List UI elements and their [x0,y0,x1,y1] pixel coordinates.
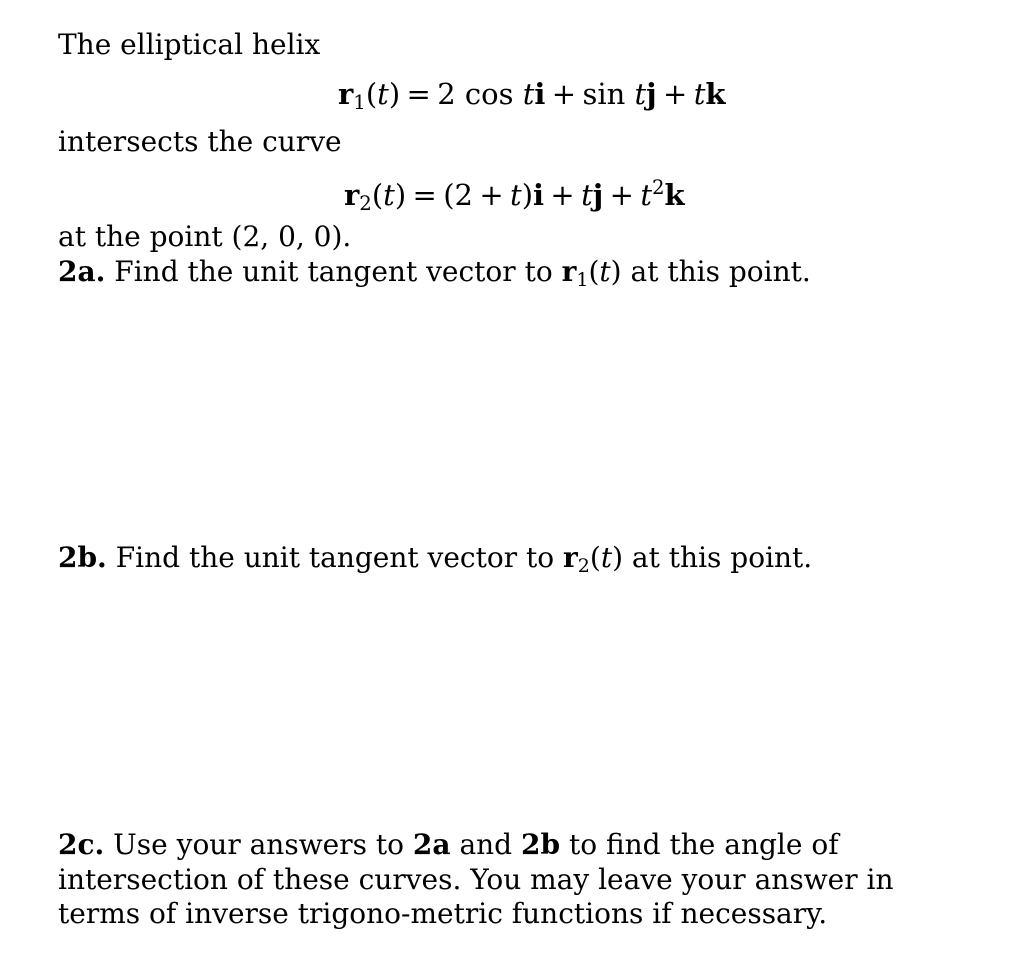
equation-r2 [344,170,685,222]
question-2a-vector: r [561,255,577,288]
question-2b [58,541,812,583]
r1-term2-fn: sin [582,77,635,111]
r2-term2-var: t [581,177,593,212]
question-2a [58,255,811,297]
r2-subscript: 2 [359,191,372,215]
r1-vector-name: r [338,77,354,111]
question-2a-vector-subscript: 1 [576,268,589,291]
r2-plus-0: + [479,177,504,212]
r1-plus-1: + [551,77,577,111]
r1-plus-2: + [663,77,688,111]
r2-term1-close: ) [521,177,534,212]
question-2b-label: 2b. [58,541,107,574]
question-2c-ref-2a: 2a [412,828,451,861]
question-2c [58,828,970,932]
r1-open-paren: ( [365,77,378,111]
question-2c-ref-2b: 2b [521,828,561,861]
r2-term2-unit: j [592,177,604,212]
intro-line-3-prefix: at the point [58,220,232,253]
r2-equals: = [412,177,437,212]
intro-line-2: intersects the curve [58,125,342,158]
r2-term3-var: t [640,177,652,212]
intro-line-1: The elliptical helix [58,28,321,61]
question-2a-label: 2a. [58,255,106,288]
r2-term3-unit: k [664,177,685,212]
question-2b-close-paren: ) [612,541,624,574]
r1-term2-unit: j [646,77,657,111]
question-2a-text-before: Find the unit tangent vector to [105,255,562,288]
question-2c-text-1: Use your answers to [104,828,413,861]
r1-term1-coef: 2 cos [437,77,523,111]
question-2b-vector-subscript: 2 [577,554,590,577]
r1-equals: = [406,77,431,111]
r2-close-paren: ) [394,177,407,212]
r2-plus-1: + [550,177,575,212]
question-2b-text-after: at this point. [623,541,813,574]
r1-close-paren: ) [388,77,401,111]
question-2b-vector: r [563,541,578,574]
question-2b-arg-var: t [600,541,613,574]
r1-arg-var: t [377,77,389,111]
intersection-point: (2, 0, 0). [231,220,352,253]
r2-vector-name: r [344,177,360,212]
r2-term3-exponent: 2 [651,176,665,199]
question-2c-text-2: and [450,828,521,861]
intro-line-3 [58,220,351,254]
question-2a-open-paren: ( [588,255,600,288]
r1-term1-var: t [522,77,535,111]
equation-r1 [338,76,725,121]
r2-plus-2: + [609,177,634,212]
r2-open-paren: ( [371,177,384,212]
question-2a-text-after: at this point. [621,255,811,288]
r1-term1-unit: i [534,77,546,111]
r2-term1-unit: i [533,177,545,212]
r2-term1-open: (2 [443,177,473,212]
r2-arg-var: t [383,177,395,212]
question-2a-close-paren: ) [610,255,622,288]
question-2b-open-paren: ( [589,541,601,574]
question-2b-text-before: Find the unit tangent vector to [106,541,564,574]
question-2c-text-3: to find the angle of intersection of these curves. You may leave your answer in terms of inverse trigono-metric functions if necessary. [58,828,894,930]
r1-term2-var: t [634,77,647,111]
r1-term3-var: t [693,77,706,111]
r2-term1-var: t [510,177,522,212]
r1-term3-unit: k [705,77,726,111]
question-2c-label: 2c. [58,828,105,861]
r1-subscript: 1 [353,90,366,114]
question-2a-arg-var: t [599,255,611,288]
